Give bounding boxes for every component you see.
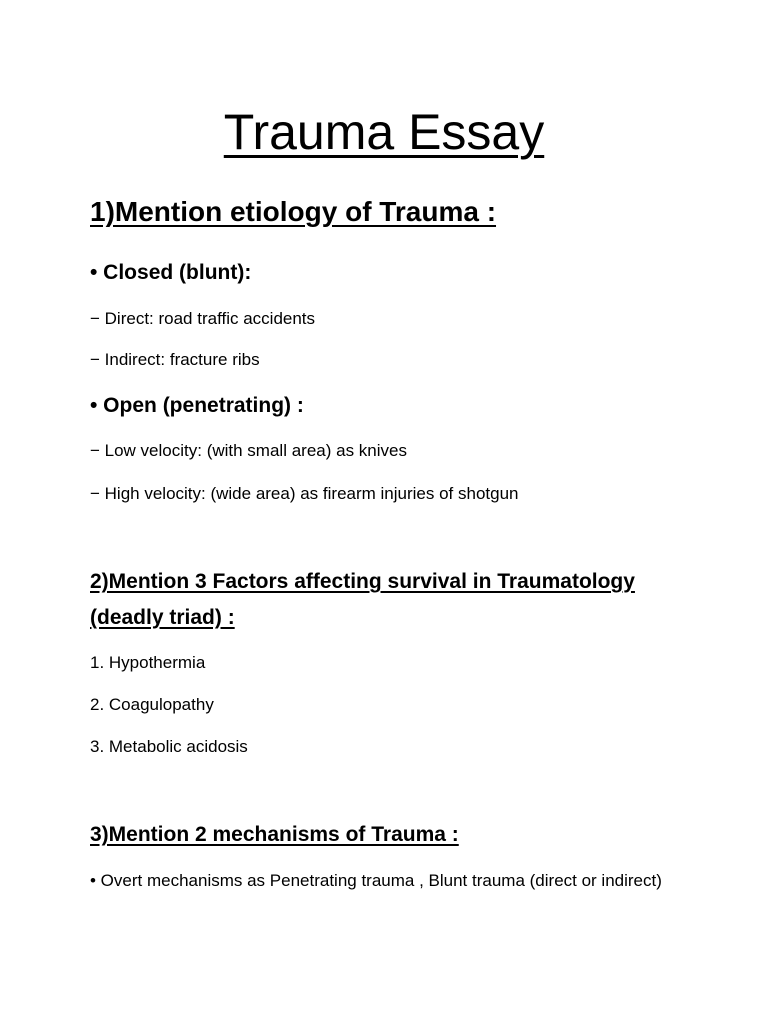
list-item: 2. Coagulopathy — [90, 695, 214, 714]
list-item: − High velocity: (wide area) as firearm injuries of shotgun — [90, 484, 519, 503]
list-item: • Overt mechanisms as Penetrating trauma , Blunt trauma (direct or indirect) — [90, 871, 662, 890]
section2-heading: 2)Mention 3 Factors affecting survival in Traumatology (deadly triad) : — [90, 570, 635, 629]
closed-blunt-label: • Closed (blunt): — [90, 261, 252, 284]
open-penetrating-label: • Open (penetrating) : — [90, 394, 304, 417]
list-item: 1. Hypothermia — [90, 653, 206, 672]
list-item: 3. Metabolic acidosis — [90, 737, 248, 756]
list-item: − Low velocity: (with small area) as knives — [90, 441, 407, 460]
list-item: − Direct: road traffic accidents — [90, 309, 316, 328]
document-title: Trauma Essay — [223, 104, 545, 160]
list-item: − Indirect: fracture ribs — [90, 350, 260, 369]
section1-heading: 1)Mention etiology of Trauma : — [90, 196, 497, 227]
section3-heading: 3)Mention 2 mechanisms of Trauma : — [90, 823, 459, 846]
